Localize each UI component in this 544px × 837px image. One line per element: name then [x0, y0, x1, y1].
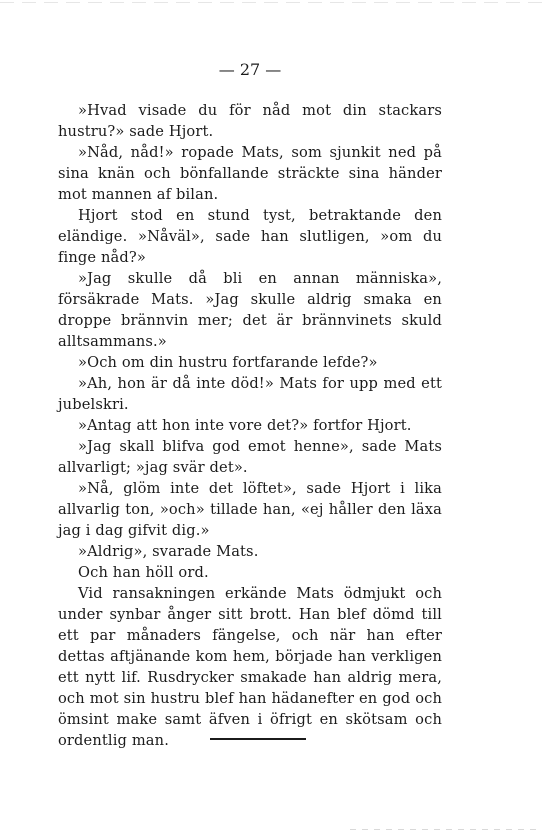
paragraph: »Jag skall blifva god emot henne», sade Mats allvarligt; »jag svär det».: [58, 438, 442, 476]
body-text: [58, 100, 442, 751]
bottom-edge-marks: [350, 829, 540, 830]
paragraph: Och han höll ord.: [78, 564, 209, 581]
paragraph: »Antag att hon inte vore det?» fortfor Hjort.: [78, 417, 412, 434]
page-number: — 27 —: [218, 60, 282, 79]
paragraph: Vid ransakningen erkände Mats ödmjukt och under synbar ånger sitt brott. Han blef dömd till ett par månaders fängelse, och när han efter dettas aftjänande kom hem, började han verkligen ett nytt lif. Rusdrycker smakade han aldrig mera, och mot sin hustru blef han hädanefter en god och ömsint make samt äfven i öfrigt en skötsam och ordentlig man.: [58, 585, 442, 749]
top-edge-marks: [0, 2, 544, 3]
paragraph: »Nå, glöm inte det löftet», sade Hjort i lika allvarlig ton, »och» tillade han, «ej håller den läxa jag i dag gifvit dig.»: [58, 480, 442, 539]
book-page: [58, 60, 442, 751]
paragraph: Hjort stod en stund tyst, betraktande den eländige. »Nåväl», sade han slutligen, »om du finge nåd?»: [58, 207, 442, 266]
paragraph: »Nåd, nåd!» ropade Mats, som sjunkit ned på sina knän och bönfallande sträckte sina händer mot mannen af bilan.: [58, 144, 442, 203]
end-rule: [210, 738, 306, 740]
paragraph: »Och om din hustru fortfarande lefde?»: [78, 354, 378, 371]
paragraph: »Jag skulle då bli en annan människa», försäkrade Mats. »Jag skulle aldrig smaka en droppe brännvin mer; det är brännvinets skuld alltsammans.»: [58, 270, 442, 350]
paragraph: »Hvad visade du för nåd mot din stackars hustru?» sade Hjort.: [58, 102, 442, 140]
paragraph: »Ah, hon är då inte död!» Mats for upp med ett jubelskri.: [58, 375, 442, 413]
paragraph: »Aldrig», svarade Mats.: [78, 543, 259, 560]
